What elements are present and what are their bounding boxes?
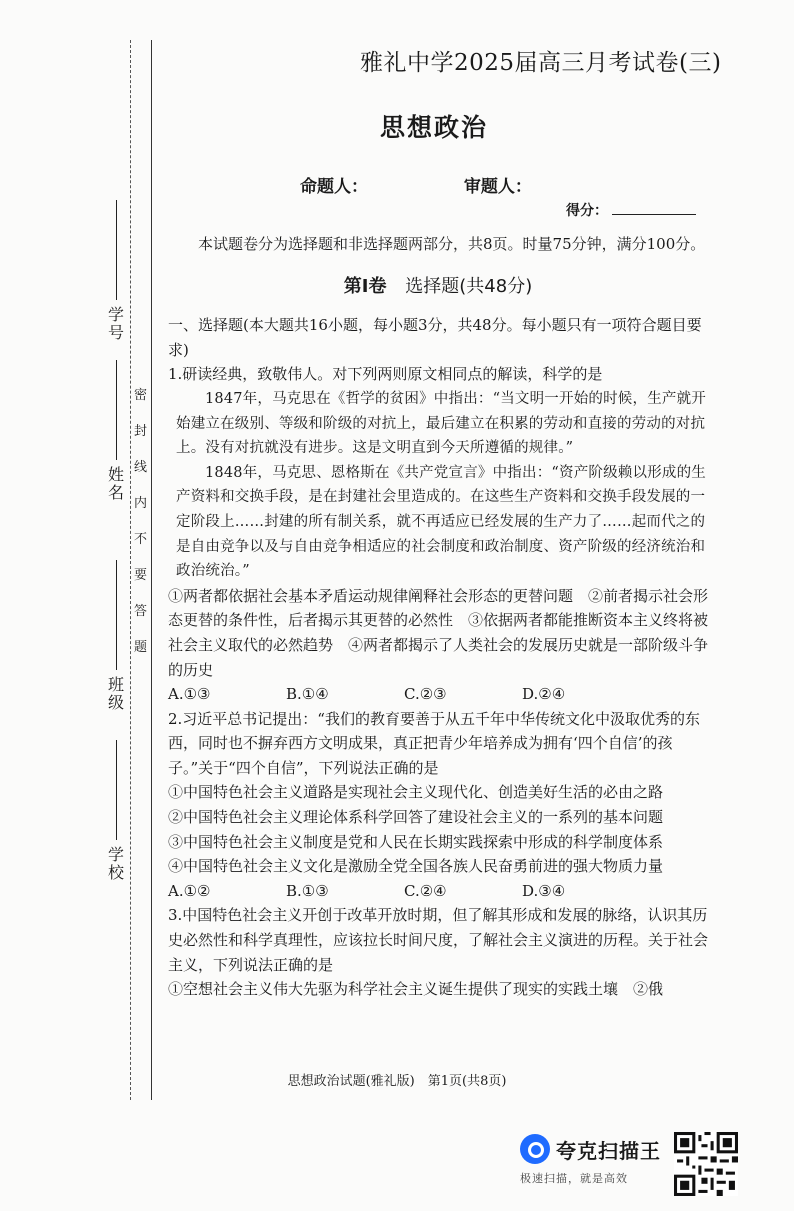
question-1-quote-1: 1847年，马克思在《哲学的贫困》中指出：“当文明一开始的时候，生产就开始建立在级别、等级和阶级的对抗上，最后建立在积累的劳动和直接的劳动的对抗上。没有对抗就没有进步。这是文明直到今天所遵循的规律。” xyxy=(176,390,707,457)
student-id-field xyxy=(96,200,136,342)
author-label: 命题人： xyxy=(300,177,368,197)
question-1-quote-2: 1848年，马克思、恩格斯在《共产党宣言》中指出：“资产阶级赖以形成的生产资料和交换手段，是在封建社会里造成的。在这些生产资料和交换手段发展的一定阶段上……封建的所有制关系，就不再适应已经发展的生产力了……起而代之的是自由竞争以及与自由竞争相适应的社会制度和政治制度、资产阶级的经济统治和政治统治。” xyxy=(176,464,707,580)
question-2-statement-2: ②中国特色社会主义理论体系科学回答了建设社会主义的一系列的基本问题 xyxy=(168,808,664,827)
section-heading xyxy=(168,275,708,300)
score-label: 得分： xyxy=(566,203,608,219)
exam-intro: 本试题卷分为选择题和非选择题两部分，共8页。时量75分钟，满分100分。 xyxy=(198,235,706,253)
subject-title: 思想政治 xyxy=(380,113,489,142)
setters-line xyxy=(300,172,622,197)
option-d[interactable]: D.②④ xyxy=(522,685,566,704)
option-a[interactable]: A.①② xyxy=(168,881,211,900)
question-2-stem: 2.习近平总书记提出：“我们的教育要善于从五千年中华传统文化中汲取优秀的东西，同时也不摒弃西方文明成果，真正把青少年培养成为拥有‘四个自信’的孩子。”关于“四个自信”，下列说法正确的是 xyxy=(168,709,700,777)
notice-char: 不 xyxy=(134,532,148,547)
class-field xyxy=(96,560,136,712)
qr-code-icon xyxy=(674,1132,738,1196)
reviewer-label: 审题人： xyxy=(463,177,532,197)
student-id-label: 学号 xyxy=(107,305,124,342)
notice-char: 线 xyxy=(134,460,148,475)
score-blank[interactable] xyxy=(612,214,696,215)
quark-logo-icon xyxy=(520,1134,550,1164)
notice-char: 封 xyxy=(134,424,148,439)
scanner-watermark xyxy=(520,1134,670,1186)
notice-char: 密 xyxy=(134,388,148,403)
option-b[interactable]: B.①④ xyxy=(286,685,329,704)
exam-content xyxy=(168,232,708,1002)
question-1-options xyxy=(168,682,708,707)
part-instructions: 一、选择题(本大题共16小题，每小题3分，共48分。每小题只有一项符合题目要求) xyxy=(168,316,702,359)
page-footer: 思想政治试题(雅礼版) 第1页(共8页) xyxy=(287,1074,507,1089)
brand-slogan: 极速扫描，就是高效 xyxy=(520,1172,628,1185)
question-2-statement-3: ③中国特色社会主义制度是党和人民在长期实践探索中形成的科学制度体系 xyxy=(168,832,664,851)
option-b[interactable]: B.①③ xyxy=(286,881,329,900)
question-1-stem: 1.研读经典，致敬伟人。对下列两则原文相同点的解读，科学的是 xyxy=(168,365,603,384)
notice-char: 答 xyxy=(134,604,148,619)
option-c[interactable]: C.②③ xyxy=(404,685,447,704)
question-2-options xyxy=(168,879,708,904)
class-label: 班级 xyxy=(107,675,124,712)
name-field xyxy=(96,360,136,502)
question-2-statement-1: ①中国特色社会主义道路是实现社会主义现代化、创造美好生活的必由之路 xyxy=(168,783,664,802)
seal-notice xyxy=(134,388,150,676)
option-c[interactable]: C.②④ xyxy=(404,881,447,900)
section-subtitle: 选择题(共48分) xyxy=(405,275,533,297)
question-3-stem: 3.中国特色社会主义开创于改革开放时期，但了解其形成和发展的脉络，认识其历史必然性和科学真理性，应该拉长时间尺度，了解社会主义演进的历程。关于社会主义，下列说法正确的是 xyxy=(168,906,709,974)
option-a[interactable]: A.①③ xyxy=(168,685,211,704)
question-2-statement-4: ④中国特色社会主义文化是激励全党全国各族人民奋勇前进的强大物质力量 xyxy=(168,857,664,876)
option-d[interactable]: D.③④ xyxy=(522,881,566,900)
exam-header-title: 雅礼中学2025届高三月考试卷(三) xyxy=(360,50,722,76)
question-1-statements: ①两者都依据社会基本矛盾运动规律阐释社会形态的更替问题 ②前者揭示社会形态更替的条件性，后者揭示其更替的必然性 ③依据两者都能推断资本主义终将被社会主义取代的必然趋势 ④两者都揭示了人类社会的发展历史就是一部阶级斗争的历史 xyxy=(168,586,709,679)
brand-name: 夸克扫描王 xyxy=(556,1138,661,1163)
notice-char: 题 xyxy=(134,640,148,655)
school-label: 学校 xyxy=(107,845,124,882)
score-field xyxy=(566,200,696,220)
binding-strip xyxy=(0,0,160,1211)
question-3-statements: ①空想社会主义伟大先驱为科学社会主义诞生提供了现实的实践土壤 ②俄 xyxy=(168,980,664,999)
notice-char: 要 xyxy=(134,568,148,583)
section-title: 第Ⅰ卷 xyxy=(343,275,387,297)
notice-char: 内 xyxy=(134,496,148,511)
binding-line xyxy=(151,40,152,1100)
school-field xyxy=(96,740,136,882)
name-label: 姓名 xyxy=(107,465,124,502)
